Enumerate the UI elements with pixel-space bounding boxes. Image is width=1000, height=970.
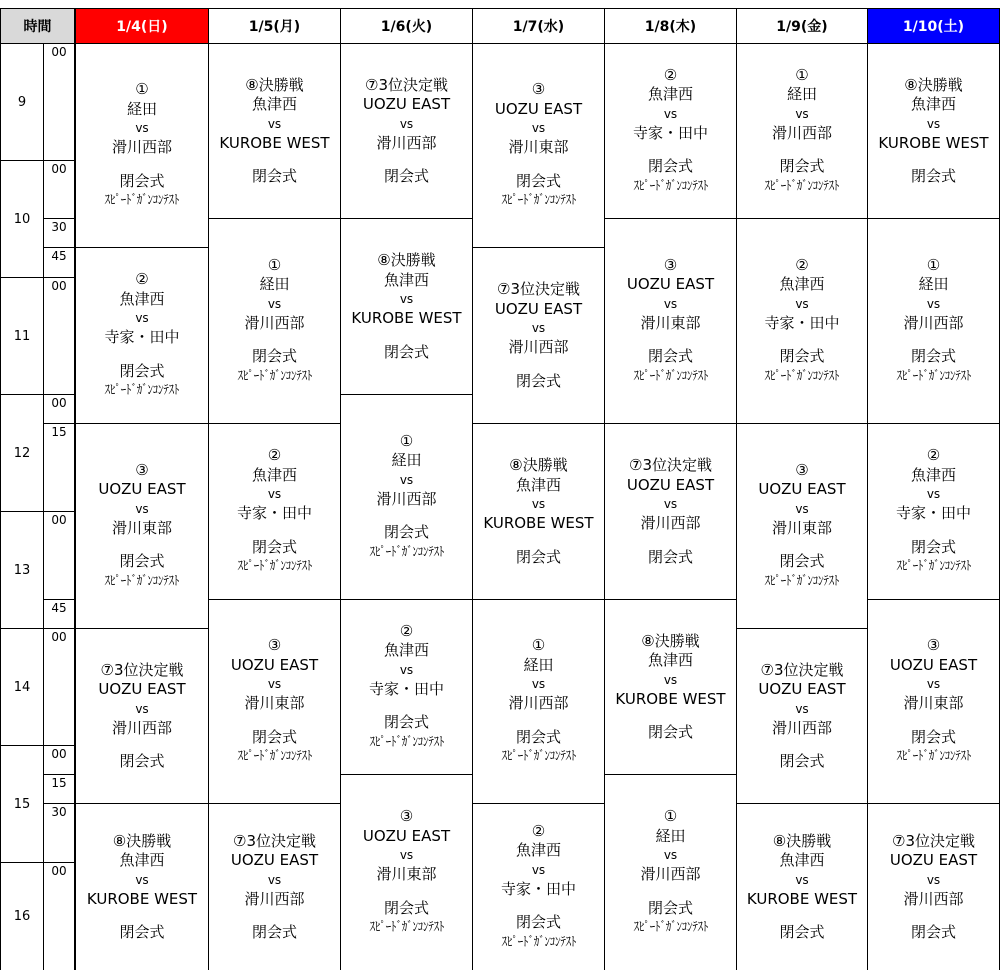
team-home: UOZU EAST (494, 299, 583, 318)
match-block (75, 803, 209, 970)
team-home: 魚津西 (383, 641, 429, 660)
team-home: UOZU EAST (889, 655, 978, 674)
team-home: UOZU EAST (230, 655, 319, 674)
team-away: 滑川東部 (111, 518, 172, 537)
minute-label: 45 (43, 247, 75, 278)
match-block (736, 43, 868, 219)
minute-label: 45 (43, 599, 75, 629)
vs-label: vs (663, 497, 678, 511)
team-home: 魚津西 (119, 289, 165, 308)
match-title: ① (399, 431, 414, 450)
team-away: 滑川西部 (903, 889, 964, 908)
match-block (604, 43, 737, 219)
match-block (604, 774, 737, 970)
vs-label: vs (795, 872, 809, 887)
team-home: UOZU EAST (626, 275, 715, 294)
contest-label: ｽﾋﾟｰﾄﾞｶﾞﾝｺﾝﾃｽﾄ (764, 573, 840, 589)
ceremony-label: 閉会式 (779, 552, 825, 571)
hour-label: 13 (0, 511, 44, 629)
contest-label: ｽﾋﾟｰﾄﾞｶﾞﾝｺﾝﾃｽﾄ (369, 734, 444, 750)
contest-label: ｽﾋﾟｰﾄﾞｶﾞﾝｺﾝﾃｽﾄ (633, 178, 708, 194)
ceremony-label: 閉会式 (251, 923, 297, 941)
ceremony-label: 閉会式 (383, 523, 429, 542)
team-away: 滑川東部 (771, 518, 832, 537)
vs-label: vs (135, 701, 149, 716)
vs-label: vs (531, 121, 546, 136)
hour-label: 10 (0, 160, 44, 278)
match-title: ⑧決勝戦 (112, 831, 172, 850)
team-away: KUROBE WEST (746, 889, 858, 908)
ceremony-label: 閉会式 (910, 347, 956, 366)
vs-label: vs (663, 672, 678, 687)
contest-label: ｽﾋﾟｰﾄﾞｶﾞﾝｺﾝﾃｽﾄ (237, 368, 312, 384)
team-away: 滑川西部 (771, 123, 832, 142)
ceremony-label: 閉会式 (515, 727, 561, 746)
team-home: 魚津西 (119, 851, 165, 869)
match-block (75, 247, 209, 424)
contest-label: ｽﾋﾟｰﾄﾞｶﾞﾝｺﾝﾃｽﾄ (369, 544, 444, 560)
match-title: ③ (531, 80, 546, 99)
match-block (340, 599, 473, 775)
vs-label: vs (531, 677, 546, 692)
team-away: 滑川東部 (376, 865, 437, 884)
contest-label: ｽﾋﾟｰﾄﾞｶﾞﾝｺﾝﾃｽﾄ (633, 368, 708, 384)
team-away: 滑川西部 (111, 138, 172, 157)
minute-label: 30 (43, 803, 75, 863)
match-block (75, 628, 209, 804)
team-away: KUROBE WEST (86, 889, 198, 908)
ceremony-label: 閉会式 (119, 171, 165, 190)
vs-label: vs (135, 501, 149, 516)
team-away: 寺家・田中 (368, 679, 444, 698)
ceremony-label: 閉会式 (119, 752, 165, 770)
match-title: ③ (135, 460, 149, 479)
team-away: KUROBE WEST (483, 514, 594, 532)
ceremony-label: 閉会式 (647, 723, 693, 741)
contest-label: ｽﾋﾟｰﾄﾞｶﾞﾝｺﾝﾃｽﾄ (896, 749, 971, 765)
ceremony-label: 閉会式 (779, 923, 825, 941)
day-header: 1/9(金) (736, 8, 868, 44)
day-header: 1/8(木) (604, 8, 737, 44)
match-title: ⑦3位決定戦 (629, 456, 712, 474)
ceremony-label: 閉会式 (910, 537, 956, 556)
minute-label: 00 (43, 628, 75, 746)
team-away: 滑川西部 (244, 889, 305, 908)
match-title: ⑧決勝戦 (904, 75, 963, 94)
minute-label: 15 (43, 774, 75, 804)
minute-label: 00 (43, 394, 75, 424)
contest-label: ｽﾋﾟｰﾄﾞｶﾞﾝｺﾝﾃｽﾄ (369, 920, 444, 936)
match-block (472, 599, 605, 804)
team-away: 滑川西部 (640, 514, 701, 532)
vs-label: vs (267, 872, 282, 887)
team-away: 滑川西部 (508, 694, 569, 713)
match-block (472, 803, 605, 970)
match-block (736, 803, 868, 970)
vs-label: vs (399, 662, 414, 677)
contest-label: ｽﾋﾟｰﾄﾞｶﾞﾝｺﾝﾃｽﾄ (104, 193, 180, 209)
day-header: 1/4(日) (75, 8, 209, 44)
vs-label: vs (663, 848, 678, 863)
ceremony-label: 閉会式 (119, 552, 165, 571)
match-title: ① (795, 65, 809, 84)
ceremony-label: 閉会式 (647, 547, 693, 566)
ceremony-label: 閉会式 (779, 347, 825, 366)
match-block (472, 43, 605, 248)
ceremony-label: 閉会式 (515, 913, 561, 932)
vs-label: vs (135, 872, 149, 887)
match-title: ⑦3位決定戦 (497, 280, 580, 298)
contest-label: ｽﾋﾟｰﾄﾞｶﾞﾝｺﾝﾃｽﾄ (501, 749, 576, 765)
ceremony-label: 閉会式 (515, 371, 561, 390)
contest-label: ｽﾋﾟｰﾄﾞｶﾞﾝｺﾝﾃｽﾄ (501, 193, 576, 209)
team-home: 経田 (126, 99, 157, 118)
match-title: ② (926, 446, 941, 465)
match-title: ① (531, 636, 546, 655)
match-title: ② (531, 821, 546, 840)
team-home: 経田 (786, 85, 817, 104)
match-block (340, 394, 473, 600)
team-home: 魚津西 (647, 85, 693, 104)
match-block (208, 599, 341, 804)
contest-label: ｽﾋﾟｰﾄﾞｶﾞﾝｺﾝﾃｽﾄ (633, 920, 708, 936)
team-home: 経田 (391, 451, 422, 470)
vs-label: vs (663, 296, 678, 311)
team-home: 魚津西 (251, 95, 297, 113)
match-title: ③ (399, 807, 414, 826)
match-block (472, 423, 605, 600)
hour-label: 15 (0, 745, 44, 863)
team-home: UOZU EAST (362, 826, 451, 845)
team-away: 滑川西部 (244, 313, 305, 332)
team-home: 経田 (523, 655, 554, 674)
vs-label: vs (663, 106, 678, 121)
match-block (75, 423, 209, 629)
vs-label: vs (926, 116, 941, 131)
match-block (867, 218, 1000, 424)
contest-label: ｽﾋﾟｰﾄﾞｶﾞﾝｺﾝﾃｽﾄ (896, 368, 971, 384)
vs-label: vs (399, 292, 414, 306)
team-home: 経田 (918, 275, 949, 294)
ceremony-label: 閉会式 (910, 167, 956, 185)
ceremony-label: 閉会式 (910, 727, 956, 746)
hour-label: 11 (0, 277, 44, 395)
team-away: 寺家・田中 (632, 123, 708, 142)
ceremony-label: 閉会式 (910, 923, 956, 941)
ceremony-label: 閉会式 (779, 157, 825, 176)
team-home: UOZU EAST (98, 680, 186, 698)
ceremony-label: 閉会式 (383, 167, 429, 185)
match-title: ① (663, 807, 678, 826)
match-block (340, 218, 473, 395)
team-home: 魚津西 (515, 841, 561, 860)
team-away: 寺家・田中 (236, 504, 312, 523)
match-block (208, 423, 341, 600)
vs-label: vs (531, 862, 546, 877)
match-title: ⑦3位決定戦 (365, 75, 448, 94)
minute-label: 00 (43, 160, 75, 219)
team-home: 魚津西 (910, 95, 956, 113)
minute-label: 00 (43, 511, 75, 600)
vs-label: vs (399, 472, 414, 487)
team-away: 滑川東部 (903, 694, 964, 713)
match-title: ⑧決勝戦 (641, 631, 700, 650)
team-home: 魚津西 (647, 651, 693, 669)
team-away: 滑川西部 (376, 489, 437, 508)
contest-label: ｽﾋﾟｰﾄﾞｶﾞﾝｺﾝﾃｽﾄ (104, 383, 180, 399)
contest-label: ｽﾋﾟｰﾄﾞｶﾞﾝｺﾝﾃｽﾄ (501, 934, 576, 950)
team-home: UOZU EAST (362, 95, 451, 113)
team-home: 経田 (655, 826, 686, 845)
ceremony-label: 閉会式 (251, 347, 297, 366)
minute-label: 30 (43, 218, 75, 248)
match-title: ③ (663, 255, 678, 274)
match-block (604, 599, 737, 775)
ceremony-label: 閉会式 (515, 547, 561, 566)
day-header: 1/7(水) (472, 8, 605, 44)
team-away: KUROBE WEST (351, 309, 462, 327)
contest-label: ｽﾋﾟｰﾄﾞｶﾞﾝｺﾝﾃｽﾄ (764, 178, 840, 194)
vs-label: vs (795, 501, 809, 516)
team-away: 滑川西部 (111, 718, 172, 737)
match-block (736, 218, 868, 424)
minute-label: 00 (43, 277, 75, 395)
match-block (208, 218, 341, 424)
match-block (340, 43, 473, 219)
team-home: UOZU EAST (889, 851, 978, 869)
match-block (604, 218, 737, 424)
team-away: 滑川西部 (376, 133, 437, 152)
match-block (736, 423, 868, 629)
contest-label: ｽﾋﾟｰﾄﾞｶﾞﾝｺﾝﾃｽﾄ (104, 573, 180, 589)
ceremony-label: 閉会式 (383, 342, 429, 361)
match-title: ③ (267, 636, 282, 655)
day-header: 1/6(火) (340, 8, 473, 44)
ceremony-label: 閉会式 (647, 157, 693, 176)
team-away: 滑川西部 (640, 865, 701, 884)
team-home: UOZU EAST (230, 851, 319, 869)
vs-label: vs (926, 677, 941, 692)
match-block (208, 803, 341, 970)
ceremony-label: 閉会式 (251, 167, 297, 185)
vs-label: vs (267, 487, 282, 502)
hour-label: 14 (0, 628, 44, 746)
match-title: ① (267, 255, 282, 274)
vs-label: vs (926, 872, 941, 887)
ceremony-label: 閉会式 (383, 713, 429, 732)
team-away: 寺家・田中 (500, 879, 576, 898)
match-title: ③ (795, 460, 809, 479)
match-block (867, 803, 1000, 970)
match-title: ⑧決勝戦 (772, 831, 832, 850)
minute-label: 00 (43, 745, 75, 775)
team-home: UOZU EAST (98, 480, 186, 499)
ceremony-label: 閉会式 (119, 361, 165, 380)
team-away: 滑川東部 (640, 313, 701, 332)
team-away: KUROBE WEST (219, 133, 330, 152)
match-title: ① (926, 255, 941, 274)
minute-label: 15 (43, 423, 75, 512)
team-away: 滑川東部 (244, 694, 305, 713)
match-block (604, 423, 737, 600)
team-away: 滑川西部 (771, 718, 832, 737)
team-away: KUROBE WEST (878, 133, 989, 152)
contest-label: ｽﾋﾟｰﾄﾞｶﾞﾝｺﾝﾃｽﾄ (237, 749, 312, 765)
hour-label: 12 (0, 394, 44, 512)
team-away: KUROBE WEST (615, 689, 726, 708)
match-block (867, 43, 1000, 219)
ceremony-label: 閉会式 (779, 752, 825, 770)
hour-label: 9 (0, 43, 44, 161)
team-away: 寺家・田中 (104, 328, 180, 347)
ceremony-label: 閉会式 (119, 923, 165, 941)
team-home: 魚津西 (515, 475, 561, 494)
ceremony-label: 閉会式 (515, 171, 561, 190)
team-home: 魚津西 (779, 275, 825, 294)
team-away: 寺家・田中 (895, 504, 971, 523)
match-title: ② (399, 621, 414, 640)
match-title: ⑧決勝戦 (377, 251, 436, 269)
match-title: ⑧決勝戦 (509, 456, 568, 474)
ceremony-label: 閉会式 (251, 727, 297, 746)
vs-label: vs (531, 321, 546, 335)
vs-label: vs (926, 296, 941, 311)
match-title: ⑦3位決定戦 (100, 660, 184, 679)
match-title: ⑧決勝戦 (245, 75, 304, 94)
team-away: 滑川東部 (508, 138, 569, 157)
match-title: ② (135, 270, 149, 289)
vs-label: vs (267, 677, 282, 692)
vs-label: vs (135, 311, 149, 326)
day-header: 1/5(月) (208, 8, 341, 44)
time-column-header: 時間 (0, 8, 75, 44)
match-title: ⑦3位決定戦 (760, 660, 844, 679)
day-header: 1/10(土) (867, 8, 1000, 44)
match-title: ⑦3位決定戦 (892, 831, 975, 850)
team-home: 魚津西 (779, 851, 825, 869)
match-title: ③ (926, 636, 941, 655)
team-home: UOZU EAST (494, 99, 583, 118)
team-away: 寺家・田中 (764, 313, 840, 332)
match-block (472, 247, 605, 424)
vs-label: vs (795, 106, 809, 121)
minute-label: 00 (43, 862, 75, 970)
ceremony-label: 閉会式 (383, 898, 429, 917)
vs-label: vs (795, 296, 809, 311)
match-title: ① (135, 80, 149, 99)
minute-label: 00 (43, 43, 75, 161)
vs-label: vs (795, 701, 809, 716)
team-away: 滑川西部 (508, 338, 569, 356)
ceremony-label: 閉会式 (647, 347, 693, 366)
match-block (208, 43, 341, 219)
ceremony-label: 閉会式 (647, 898, 693, 917)
contest-label: ｽﾋﾟｰﾄﾞｶﾞﾝｺﾝﾃｽﾄ (237, 559, 312, 575)
team-home: 経田 (259, 275, 290, 294)
vs-label: vs (531, 497, 546, 511)
vs-label: vs (926, 487, 941, 502)
team-home: UOZU EAST (626, 475, 715, 494)
ceremony-label: 閉会式 (251, 537, 297, 556)
match-block (867, 423, 1000, 600)
team-home: 魚津西 (251, 465, 297, 484)
vs-label: vs (399, 116, 414, 131)
team-away: 滑川西部 (903, 313, 964, 332)
match-block (75, 43, 209, 248)
match-title: ② (267, 446, 282, 465)
match-title: ② (663, 65, 678, 84)
contest-label: ｽﾋﾟｰﾄﾞｶﾞﾝｺﾝﾃｽﾄ (896, 559, 971, 575)
match-block (867, 599, 1000, 804)
vs-label: vs (267, 116, 282, 131)
contest-label: ｽﾋﾟｰﾄﾞｶﾞﾝｺﾝﾃｽﾄ (764, 368, 840, 384)
vs-label: vs (267, 296, 282, 311)
team-home: 魚津西 (383, 270, 429, 289)
match-title: ⑦3位決定戦 (233, 831, 316, 850)
hour-label: 16 (0, 862, 44, 970)
team-home: 魚津西 (910, 465, 956, 484)
vs-label: vs (135, 121, 149, 136)
team-home: UOZU EAST (758, 680, 846, 698)
match-block (340, 774, 473, 970)
team-home: UOZU EAST (758, 480, 846, 499)
match-title: ② (795, 255, 809, 274)
match-block (736, 628, 868, 804)
vs-label: vs (399, 848, 414, 863)
